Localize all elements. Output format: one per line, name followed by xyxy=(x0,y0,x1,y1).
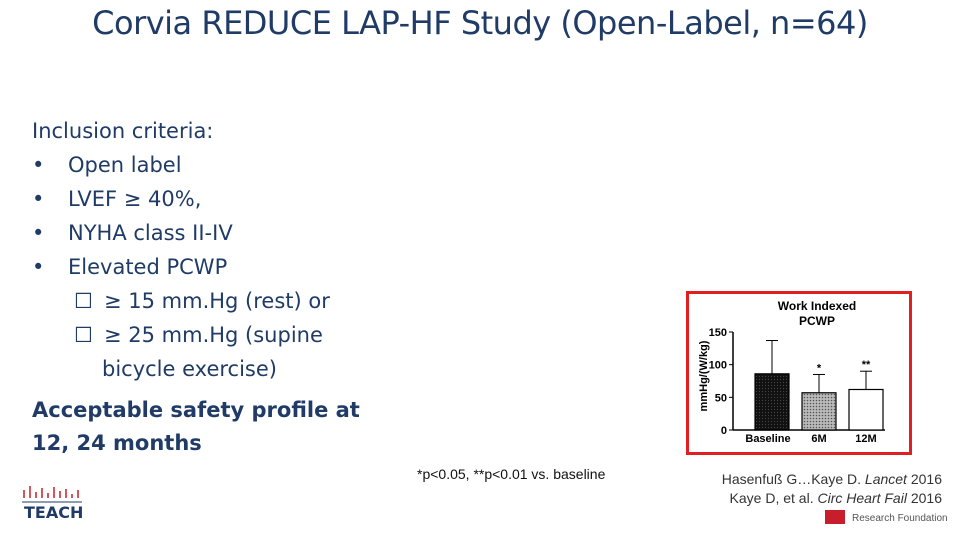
reference-authors: Kaye D, et al. xyxy=(729,490,818,506)
x-tick-label: Baseline xyxy=(745,433,791,445)
slide-title: Corvia REDUCE LAP-HF Study (Open-Label, n=64) xyxy=(92,4,868,42)
significance-marker: ** xyxy=(861,359,871,372)
reference-journal: Circ Heart Fail xyxy=(817,490,907,506)
pcwp-chart xyxy=(686,291,912,455)
list-item: • NYHA class II-IV xyxy=(32,216,330,250)
sub-list-item xyxy=(32,318,330,352)
box-bullet-icon: ☐ xyxy=(74,323,93,347)
teach-logo-icon xyxy=(18,484,88,524)
list-item: • Open label xyxy=(32,148,330,182)
logo-text: TEACH xyxy=(24,503,84,522)
bar xyxy=(755,374,789,430)
x-tick-label: 12M xyxy=(855,433,877,445)
inclusion-heading: Inclusion criteria: xyxy=(32,119,214,143)
list-item: • LVEF ≥ 40%, xyxy=(32,182,330,216)
reference-line xyxy=(664,470,942,489)
safety-statement xyxy=(32,394,360,460)
references xyxy=(664,470,942,508)
y-tick-label: 50 xyxy=(714,392,727,405)
chart-title-line: Work Indexed xyxy=(777,299,857,313)
reference-year: 2016 xyxy=(906,490,942,506)
safety-line: Acceptable safety profile at xyxy=(32,398,360,422)
reference-journal: Lancet xyxy=(864,471,907,487)
bullet-text: LVEF ≥ 40%, xyxy=(68,187,202,211)
sub-bullet-text: ≥ 25 mm.Hg (supine xyxy=(104,323,323,347)
bullet-text: NYHA class II-IV xyxy=(68,221,233,245)
inclusion-criteria xyxy=(32,114,330,386)
reference-year: 2016 xyxy=(906,471,942,487)
significance-marker: * xyxy=(816,362,822,375)
y-tick-label: 150 xyxy=(708,327,727,339)
x-tick-label: 6M xyxy=(811,433,827,445)
teach-logo xyxy=(18,484,88,529)
bullet-text: Elevated PCWP xyxy=(68,255,228,279)
y-tick-label: 0 xyxy=(720,425,727,437)
y-tick-label: 100 xyxy=(708,359,727,372)
sub-bullet-text: ≥ 15 mm.Hg (rest) or xyxy=(104,289,330,313)
bar xyxy=(849,389,883,430)
y-axis-label: mmHg/(W/kg) xyxy=(698,340,710,412)
sub-list-item xyxy=(32,284,330,318)
reference-authors: Hasenfuß G…Kaye D. xyxy=(721,471,865,487)
sub-bullet-continuation: bicycle exercise) xyxy=(102,357,277,381)
bullet-text: Open label xyxy=(68,153,182,177)
footer-org-name: Research Foundation xyxy=(852,513,948,524)
box-bullet-icon: ☐ xyxy=(74,289,93,313)
foundation-logo-mark xyxy=(825,510,845,524)
list-item: • Elevated PCWP xyxy=(32,250,330,284)
pcwp-bar-chart xyxy=(689,294,909,452)
bar xyxy=(802,393,836,430)
chart-title-line: PCWP xyxy=(799,314,835,328)
safety-line: 12, 24 months xyxy=(32,431,202,455)
pvalue-footnote: *p<0.05, **p<0.01 vs. baseline xyxy=(417,466,606,482)
reference-line xyxy=(664,489,942,508)
